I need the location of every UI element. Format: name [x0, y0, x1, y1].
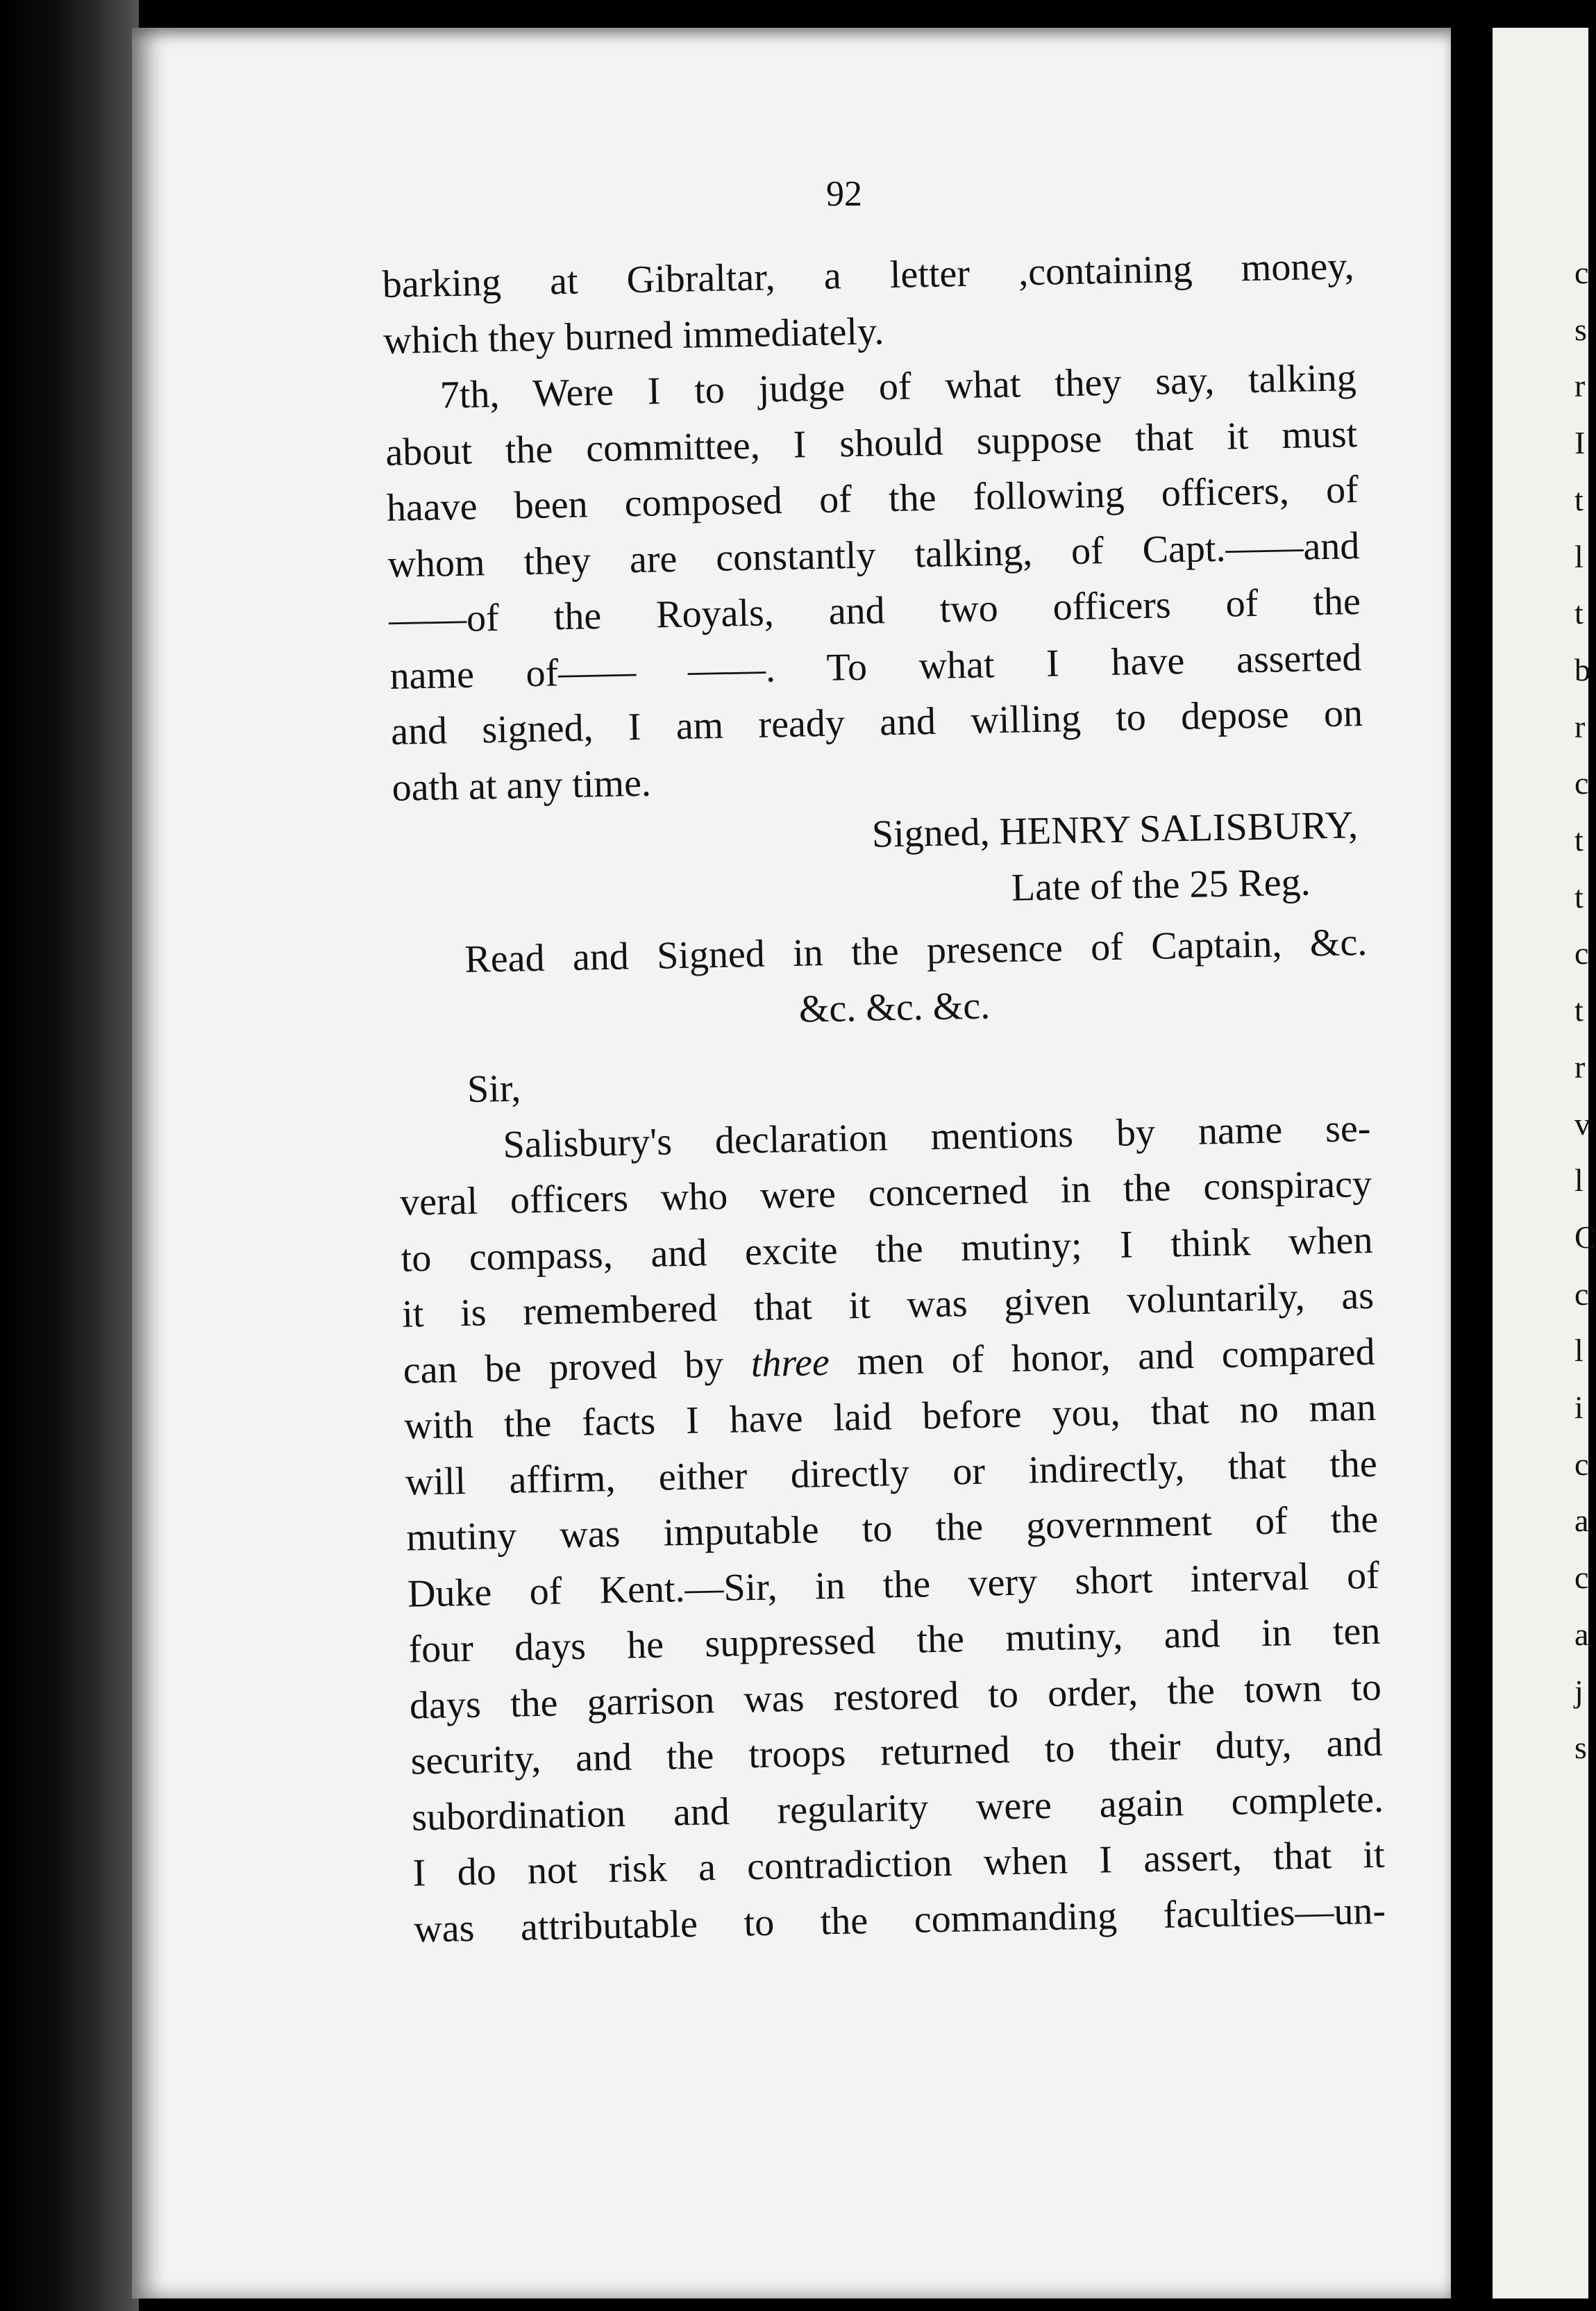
- facing-page-fragment: c: [1574, 1560, 1589, 1596]
- text-line: which they burned immediately.: [383, 309, 884, 362]
- text-line: will affirm, either directly or indirectly, that the: [405, 1442, 1378, 1504]
- facing-page-fragment: s: [1574, 311, 1587, 347]
- facing-page-fragment: a: [1574, 1503, 1589, 1539]
- facing-page-fragment: c: [1574, 935, 1589, 971]
- facing-page-fragment: t: [1574, 822, 1584, 858]
- text-line: I do not risk a contradiction when I assert, that it: [412, 1833, 1386, 1895]
- text-line: four days he suppressed the mutiny, and in ten: [408, 1609, 1381, 1671]
- text-line: and signed, I am ready and willing to depose on: [390, 692, 1363, 753]
- text-line: security, and the troops returned to their duty, and: [410, 1721, 1383, 1783]
- text-line: to compass, and excite the mutiny; I think when: [401, 1218, 1374, 1280]
- facing-page-fragment: j: [1574, 1673, 1584, 1709]
- facing-page-fragment: t: [1574, 878, 1584, 915]
- facing-page-fragment: t: [1574, 595, 1584, 631]
- facing-page-fragment: c: [1574, 765, 1589, 801]
- facing-page-fragment: c: [1574, 1446, 1589, 1482]
- text-line: was attributable to the commanding faculties—un-: [413, 1889, 1386, 1951]
- text-line: about the committee, I should suppose that it must: [385, 412, 1358, 474]
- text-line: barking at Gibraltar, a letter ,containing money,: [382, 244, 1355, 306]
- text-line: with the facts I have laid before you, that no man: [403, 1385, 1377, 1448]
- facing-page-fragment: a: [1574, 1616, 1589, 1652]
- signature-line: Signed, HENRY SALISBURY,: [871, 803, 1359, 856]
- text-line: subordination and regularity were again complete.: [411, 1777, 1384, 1839]
- text-line: name of—— ——. To what I have asserted: [389, 635, 1362, 698]
- italic-word: three: [750, 1340, 830, 1385]
- text-line: 7th, Were I to judge of what they say, talking: [439, 356, 1357, 417]
- facing-page-fragment: v: [1574, 1106, 1590, 1142]
- facing-page-fragment: t: [1574, 481, 1584, 517]
- text-line: mutiny was imputable to the government of the: [405, 1497, 1379, 1560]
- facing-page-fragment: c: [1574, 255, 1589, 290]
- facing-page-edge: [1493, 28, 1596, 2299]
- facing-page-fragment: l: [1574, 1333, 1584, 1369]
- text-line: Duke of Kent.—Sir, in the very short interval of: [407, 1553, 1380, 1616]
- text-line: whom they are constantly talking, of Capt.——and: [387, 524, 1360, 586]
- facing-page-fragment: t: [1574, 992, 1584, 1028]
- text-line: Salisbury's declaration mentions by name se-: [502, 1106, 1371, 1167]
- text-line: ——of the Royals, and two officers of the: [388, 580, 1361, 642]
- facing-page-fragment: l: [1574, 538, 1584, 574]
- text-line: days the garrison was restored to order, the town to: [409, 1665, 1382, 1728]
- text-line: veral officers who were concerned in the conspiracy: [399, 1162, 1372, 1224]
- facing-page-fragment: s: [1574, 1730, 1587, 1766]
- facing-page-fragment: c: [1574, 1276, 1589, 1312]
- facing-page-fragment: l: [1574, 1162, 1584, 1199]
- attestation-line: Read and Signed in the presence of Captain, &c.: [464, 920, 1368, 981]
- salutation: Sir,: [467, 1067, 521, 1111]
- page-gutter: [1451, 0, 1493, 2311]
- page-text: [382, 238, 1386, 1957]
- text-segment: can be proved by: [403, 1342, 752, 1392]
- attestation-etc-line: &c. &c. &c.: [798, 983, 991, 1031]
- text-segment: men of honor, and compared: [829, 1330, 1376, 1384]
- facing-page-fragment: r: [1574, 368, 1586, 404]
- facing-page-fragment: r: [1574, 1049, 1586, 1085]
- text-line: oath at any time.: [392, 761, 652, 810]
- page-number: 92: [826, 174, 862, 214]
- text-line: haave been composed of the following officers, of: [386, 468, 1359, 530]
- text-line: it is remembered that it was given voluntarily, as: [401, 1274, 1375, 1336]
- facing-page-fragment: C: [1574, 1219, 1596, 1255]
- regiment-line: Late of the 25 Reg.: [1011, 860, 1311, 910]
- facing-page-fragment: r: [1574, 708, 1586, 744]
- facing-page-fragment: b: [1574, 651, 1590, 687]
- facing-page-fragment: i: [1574, 1390, 1584, 1425]
- book-binding-shadow: [0, 0, 139, 2311]
- facing-page-fragment: I: [1574, 425, 1586, 461]
